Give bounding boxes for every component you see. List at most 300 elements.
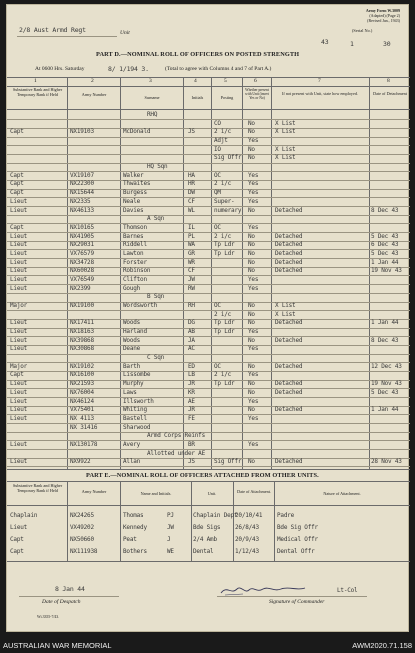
- printer-note: Wt.3355-7/43.: [37, 615, 60, 619]
- cell-surname: Deane: [123, 345, 141, 353]
- cell-yes: Yes: [248, 371, 259, 379]
- cell-rank: Lieut: [10, 197, 28, 205]
- attached-cell-name: Peat: [123, 536, 137, 543]
- cell-surname: Riddell: [123, 241, 147, 249]
- attached-row: [7, 510, 410, 522]
- cell-yes: Yes: [248, 345, 259, 353]
- cell-surname: Sharwood: [123, 423, 151, 431]
- cell-surname: A Sqn: [147, 215, 165, 223]
- cell-how: X List: [275, 310, 296, 318]
- e-header-date: Date of Attachment.: [237, 489, 271, 494]
- cell-surname: Gough: [123, 284, 141, 292]
- table-row: [7, 389, 410, 398]
- cell-yes: No: [248, 406, 255, 414]
- cell-rank: Lieut: [10, 241, 28, 249]
- table-row: [7, 380, 410, 389]
- cell-num: VX76579: [70, 249, 94, 257]
- attached-cell-init: PJ: [167, 512, 174, 519]
- despatch-date-typed: 8 Jan 44: [55, 585, 85, 593]
- cell-yes: Yes: [248, 414, 259, 422]
- table-row: [7, 406, 410, 415]
- form-id-text: Army Form W.3009: [365, 8, 400, 13]
- cell-rank: Lieut: [10, 345, 28, 353]
- cell-yes: No: [248, 302, 255, 310]
- cell-rank: Lieut: [10, 232, 28, 240]
- attached-cell-unit: 2/4 Amb: [193, 536, 217, 543]
- cell-num: NX 4113: [70, 414, 94, 422]
- cell-num: NX16100: [70, 371, 94, 379]
- cell-date: 1 Jan 44: [371, 258, 399, 266]
- cell-surname: Barth: [123, 362, 141, 370]
- cell-num: NX10165: [70, 223, 94, 231]
- cell-how: X List: [275, 128, 296, 136]
- cell-num: NX17411: [70, 319, 94, 327]
- cell-post: CO: [214, 119, 221, 127]
- cell-num: NX41905: [70, 232, 94, 240]
- cell-post: numerary: [214, 206, 242, 214]
- despatch-label: Date of Despatch: [42, 599, 81, 605]
- cell-num: NX9922: [70, 458, 91, 466]
- cell-init: PL: [188, 232, 195, 240]
- cell-surname: Neale: [123, 197, 141, 205]
- cell-surname: Thwaites: [123, 180, 151, 188]
- table-row: [7, 137, 410, 146]
- attached-cell-nature: Medical Offr: [277, 536, 318, 543]
- cell-init: WL: [188, 206, 195, 214]
- table-row: [7, 198, 410, 207]
- cell-init: HA: [188, 171, 195, 179]
- cell-rank: Lieut: [10, 267, 28, 275]
- table-row: [7, 259, 410, 268]
- cell-surname: C Sqn: [147, 354, 165, 362]
- cell-rank: Lieut: [10, 328, 28, 336]
- cell-surname: Wordsworth: [123, 302, 158, 310]
- attached-cell-nature: Dental Offr: [277, 548, 315, 555]
- cell-date: 19 Nov 43: [371, 267, 402, 275]
- table-row: [7, 337, 410, 346]
- cell-rank: Lieut: [10, 397, 28, 405]
- cell-init: WR: [188, 258, 195, 266]
- cell-how: Detached: [275, 336, 303, 344]
- cell-rank: Lieut: [10, 249, 28, 257]
- cell-rank: Lieut: [10, 406, 28, 414]
- col-header-rank: Substantive Rank and Higher Temporary Rank if Held: [12, 87, 63, 97]
- cell-post: Tp Ldr: [214, 319, 235, 327]
- cell-rank: Lieut: [10, 388, 28, 396]
- cell-rank: Capt: [10, 128, 24, 136]
- cell-num: NX19103: [70, 128, 94, 136]
- table-row: [7, 432, 410, 441]
- cell-date: 8 Dec 43: [371, 206, 399, 214]
- table-row: [7, 441, 410, 450]
- cell-how: Detached: [275, 380, 303, 388]
- attached-row: [7, 546, 410, 558]
- cell-rank: Capt: [10, 180, 24, 188]
- unit-typed: 2/8 Aust Armd Regt: [19, 26, 86, 34]
- table-row: [7, 241, 410, 250]
- cell-yes: No: [248, 241, 255, 249]
- nominal-roll-form: [6, 4, 409, 632]
- attached-cell-date: 20/10/41: [235, 512, 263, 519]
- cell-how: Detached: [275, 319, 303, 327]
- cell-surname: Forster: [123, 258, 147, 266]
- cell-num: NX2399: [70, 284, 91, 292]
- cell-rank: Lieut: [10, 440, 28, 448]
- cell-post: OC: [214, 223, 221, 231]
- attached-cell-nature: Bde Sig Offr: [277, 524, 318, 531]
- cell-surname: Allan: [123, 458, 141, 466]
- attached-cell-num: NX50660: [70, 536, 94, 543]
- cell-how: Detached: [275, 267, 303, 275]
- cell-rank: Lieut: [10, 258, 28, 266]
- part-e-title: PART E.—NOMINAL ROLL OF OFFICERS ATTACHED FROM OTHER UNITS.: [86, 472, 319, 479]
- cell-post: 2 i/c: [214, 128, 232, 136]
- cell-rank: Major: [10, 302, 28, 310]
- table-row: [7, 276, 410, 285]
- col-num-1: 1: [34, 78, 37, 84]
- cell-yes: Yes: [248, 137, 259, 145]
- cell-yes: No: [248, 249, 255, 257]
- attached-cell-name: Kennedy: [123, 524, 147, 531]
- serial-typed-1: 43: [321, 38, 329, 46]
- attached-cell-unit: Chaplain Dept: [193, 512, 238, 519]
- cell-yes: No: [248, 232, 255, 240]
- cell-post: Tp Ldr: [214, 380, 235, 388]
- cell-num: NX34728: [70, 258, 94, 266]
- cell-rank: Capt: [10, 171, 24, 179]
- col-num-3: 3: [149, 78, 152, 84]
- table-row: [7, 302, 410, 311]
- e-header-name: Name and Initials.: [140, 491, 172, 496]
- attached-cell-init: WE: [167, 548, 174, 555]
- cell-num: NX21593: [70, 380, 94, 388]
- at-line-suffix: (Total to agree with Columns 4 and 7 of Part A.): [165, 66, 272, 72]
- cell-num: NX2335: [70, 197, 91, 205]
- cell-post: Sig Offr: [214, 458, 242, 466]
- cell-num: NX29031: [70, 241, 94, 249]
- col-header-surname: Surname: [144, 95, 160, 100]
- cell-init: AB: [188, 328, 195, 336]
- cell-rank: Lieut: [10, 414, 28, 422]
- cell-how: X List: [275, 154, 296, 162]
- cell-date: 5 Dec 43: [371, 249, 399, 257]
- table-row: [7, 319, 410, 328]
- cell-surname: Armd Corps Reinfs: [147, 432, 206, 440]
- col-header-present: Whether present with Unit (insert Yes or No): [245, 88, 269, 100]
- cell-surname: Avery: [123, 440, 141, 448]
- attached-row: [7, 522, 410, 534]
- cell-yes: No: [248, 267, 255, 275]
- cell-yes: Yes: [248, 171, 259, 179]
- archive-name: AUSTRALIAN WAR MEMORIAL: [3, 641, 112, 650]
- serial-typed-3: 30: [383, 40, 391, 48]
- cell-yes: Yes: [248, 223, 259, 231]
- cell-init: RH: [188, 302, 195, 310]
- col-num-4: 4: [194, 78, 197, 84]
- form-revised-text: (Revised Jan., 1943): [367, 18, 400, 23]
- cell-how: Detached: [275, 206, 303, 214]
- cell-how: Detached: [275, 258, 303, 266]
- cell-surname: Burgess: [123, 189, 147, 197]
- table-row: [7, 285, 410, 294]
- cell-date: 1 Jan 44: [371, 406, 399, 414]
- col-header-initials: Initials: [191, 95, 204, 100]
- cell-init: FE: [188, 414, 195, 422]
- table-row: [7, 363, 410, 372]
- table-row: [7, 354, 410, 363]
- part-d-rows: [7, 111, 410, 467]
- table-row: [7, 163, 410, 172]
- cell-num: VX75401: [70, 406, 94, 414]
- e-header-rank: Substantive Rank and Higher Temporary Rank if Held: [12, 483, 63, 493]
- cell-surname: Bastell: [123, 414, 147, 422]
- cell-num: NX18163: [70, 328, 94, 336]
- cell-surname: Lissombe: [123, 371, 151, 379]
- cell-rank: Major: [10, 362, 28, 370]
- cell-post: Adjt: [214, 137, 228, 145]
- signature-label: Signature of Commander: [269, 599, 325, 605]
- cell-how: Detached: [275, 362, 303, 370]
- cell-surname: Whiting: [123, 406, 147, 414]
- cell-yes: Yes: [248, 284, 259, 292]
- cell-init: ED: [188, 362, 195, 370]
- cell-how: X List: [275, 302, 296, 310]
- cell-post: 2 i/c: [214, 310, 232, 318]
- cell-yes: Yes: [248, 189, 259, 197]
- cell-how: X List: [275, 119, 296, 127]
- col-header-employed: If not present with Unit, state how employed.: [282, 91, 358, 96]
- cell-rank: Lieut: [10, 380, 28, 388]
- cell-num: NX 31416: [70, 423, 98, 431]
- e-header-unit: Unit.: [207, 491, 217, 496]
- table-row: [7, 146, 410, 155]
- cell-init: IL: [188, 223, 195, 231]
- cell-how: Detached: [275, 232, 303, 240]
- cell-num: NX130178: [70, 440, 98, 448]
- col-num-7: 7: [318, 78, 321, 84]
- cell-yes: Yes: [248, 275, 259, 283]
- table-row: [7, 120, 410, 129]
- cell-post: OC: [214, 362, 221, 370]
- attached-cell-date: 26/8/43: [235, 524, 259, 531]
- table-row: [7, 180, 410, 189]
- cell-num: NX30868: [70, 345, 94, 353]
- cell-init: LB: [188, 371, 195, 379]
- col-header-date: Date of Detachment: [373, 91, 407, 96]
- cell-init: WA: [188, 241, 195, 249]
- cell-num: NX60028: [70, 267, 94, 275]
- cell-how: Detached: [275, 458, 303, 466]
- table-row: [7, 154, 410, 163]
- table-row: [7, 458, 410, 467]
- cell-post: IO: [214, 145, 221, 153]
- cell-how: Detached: [275, 249, 303, 257]
- cell-how: Detached: [275, 406, 303, 414]
- cell-surname: Walker: [123, 171, 144, 179]
- attached-cell-init: J: [167, 536, 171, 543]
- cell-how: Detached: [275, 241, 303, 249]
- e-header-number: Army Number: [81, 489, 107, 494]
- cell-surname: Clifton: [123, 275, 147, 283]
- cell-post: OC: [214, 171, 221, 179]
- table-row: [7, 224, 410, 233]
- cell-rank: Capt: [10, 189, 24, 197]
- cell-surname: Harland: [123, 328, 147, 336]
- cell-date: 5 Dec 43: [371, 388, 399, 396]
- table-row: [7, 371, 410, 380]
- cell-surname: Woods: [123, 336, 141, 344]
- at-line-date: 8/ 1/194 3.: [108, 65, 149, 73]
- cell-post: Sig Offr: [214, 154, 242, 162]
- cell-date: 12 Dec 43: [371, 362, 402, 370]
- table-row: [7, 345, 410, 354]
- attached-cell-date: 1/12/43: [235, 548, 259, 555]
- attached-cell-rank: Chaplain: [10, 512, 38, 519]
- cell-post: OC: [214, 302, 221, 310]
- cell-rank: Lieut: [10, 319, 28, 327]
- cell-post: 2 i/c: [214, 180, 232, 188]
- cell-init: CF: [188, 267, 195, 275]
- attached-cell-rank: Capt: [10, 548, 24, 555]
- cell-init: JW: [188, 275, 195, 283]
- attached-cell-name: Bothers: [123, 548, 147, 555]
- cell-yes: Yes: [248, 397, 259, 405]
- cell-num: NX22300: [70, 180, 94, 188]
- table-row: [7, 233, 410, 242]
- col-num-8: 8: [387, 78, 390, 84]
- cell-surname: Robinson: [123, 267, 151, 275]
- cell-yes: No: [248, 380, 255, 388]
- cell-num: NX46124: [70, 397, 94, 405]
- part-d-title: PART D.—NOMINAL ROLL OF OFFICERS ON POSTED STRENGTH: [96, 51, 300, 58]
- cell-surname: HQ Sqn: [147, 163, 168, 171]
- at-line-prefix: At 0600 Hrs. Saturday: [35, 66, 85, 72]
- table-row: [7, 311, 410, 320]
- cell-init: GR: [188, 249, 195, 257]
- part-e-table: [7, 481, 410, 561]
- cell-surname: Illsworth: [123, 397, 154, 405]
- cell-yes: Yes: [248, 197, 259, 205]
- col-num-6: 6: [254, 78, 257, 84]
- cell-date: 5 Dec 43: [371, 232, 399, 240]
- table-row: [7, 189, 410, 198]
- cell-rank: Capt: [10, 371, 24, 379]
- unit-label: Unit: [120, 30, 130, 36]
- cell-num: VX76549: [70, 275, 94, 283]
- attached-cell-num: NX24265: [70, 512, 94, 519]
- col-num-2: 2: [91, 78, 94, 84]
- cell-init: DG: [188, 319, 195, 327]
- attached-cell-unit: Bde Sigs: [193, 524, 221, 531]
- cell-post: Tp Ldr: [214, 249, 235, 257]
- cell-rank: Lieut: [10, 336, 28, 344]
- col-num-5: 5: [224, 78, 227, 84]
- col-header-army-number: Army Number: [81, 92, 107, 97]
- signature-rank-typed: Lt-Col: [337, 587, 358, 594]
- cell-yes: No: [248, 258, 255, 266]
- table-row: [7, 293, 410, 302]
- cell-yes: No: [248, 458, 255, 466]
- cell-post: 2 i/c: [214, 232, 232, 240]
- cell-yes: Yes: [248, 180, 259, 188]
- cell-num: VX19107: [70, 171, 94, 179]
- table-row: [7, 215, 410, 224]
- cell-rank: Lieut: [10, 458, 28, 466]
- cell-yes: Yes: [248, 440, 259, 448]
- cell-init: JR: [188, 380, 195, 388]
- cell-num: NX46133: [70, 206, 94, 214]
- cell-init: AE: [188, 397, 195, 405]
- cell-yes: No: [248, 128, 255, 136]
- cell-date: 19 Nov 43: [371, 380, 402, 388]
- cell-init: RW: [188, 284, 195, 292]
- serial-label: (Serial No.): [352, 28, 373, 33]
- cell-rank: Lieut: [10, 206, 28, 214]
- part-e-rows: [7, 510, 410, 560]
- table-row: [7, 267, 410, 276]
- cell-yes: No: [248, 145, 255, 153]
- cell-yes: No: [248, 319, 255, 327]
- cell-surname: Woods: [123, 319, 141, 327]
- form-identifier: [366, 8, 400, 23]
- attached-cell-rank: Lieut: [10, 524, 28, 531]
- cell-how: X List: [275, 145, 296, 153]
- cell-init: CF: [188, 197, 195, 205]
- table-row: [7, 424, 410, 433]
- cell-surname: RHQ: [147, 111, 158, 118]
- attached-cell-nature: Padre: [277, 512, 295, 519]
- attached-cell-rank: Capt: [10, 536, 24, 543]
- cell-yes: Yes: [248, 328, 259, 336]
- cell-num: NX76004: [70, 388, 94, 396]
- cell-yes: No: [248, 119, 255, 127]
- cell-rank: Lieut: [10, 284, 28, 292]
- cell-num: NX15644: [70, 189, 94, 197]
- cell-init: KR: [188, 388, 195, 396]
- cell-post: Tp Ldr: [214, 241, 235, 249]
- attached-cell-num: VX49202: [70, 524, 94, 531]
- cell-surname: Laws: [123, 388, 137, 396]
- table-row: [7, 450, 410, 459]
- table-row: [7, 328, 410, 337]
- table-row: [7, 398, 410, 407]
- cell-post: Tp Ldr: [214, 328, 235, 336]
- table-row: [7, 250, 410, 259]
- col-header-posting: Posting: [220, 95, 234, 100]
- cell-rank: Capt: [10, 223, 24, 231]
- cell-date: 28 Nov 43: [371, 458, 402, 466]
- e-header-nature: Nature of Attachment.: [323, 491, 361, 496]
- cell-yes: No: [248, 154, 255, 162]
- cell-init: JS: [188, 128, 195, 136]
- table-row: [7, 415, 410, 424]
- archive-reference: AWM2020.71.158: [352, 641, 412, 650]
- form-adapted-text: (Adapted) (Page 2): [369, 13, 400, 18]
- cell-yes: No: [248, 336, 255, 344]
- cell-num: NX19102: [70, 362, 94, 370]
- cell-surname: Thomson: [123, 223, 147, 231]
- cell-surname: Allotted under AE: [147, 449, 206, 457]
- cell-num: NX39868: [70, 336, 94, 344]
- cell-date: 1 Jan 44: [371, 319, 399, 327]
- attached-cell-unit: Dental: [193, 548, 214, 555]
- table-row: [7, 207, 410, 216]
- cell-init: JS: [188, 458, 195, 466]
- table-row: [7, 128, 410, 137]
- cell-rank: Lieut: [10, 275, 28, 283]
- cell-surname: Murphy: [123, 380, 144, 388]
- cell-surname: Davies: [123, 206, 144, 214]
